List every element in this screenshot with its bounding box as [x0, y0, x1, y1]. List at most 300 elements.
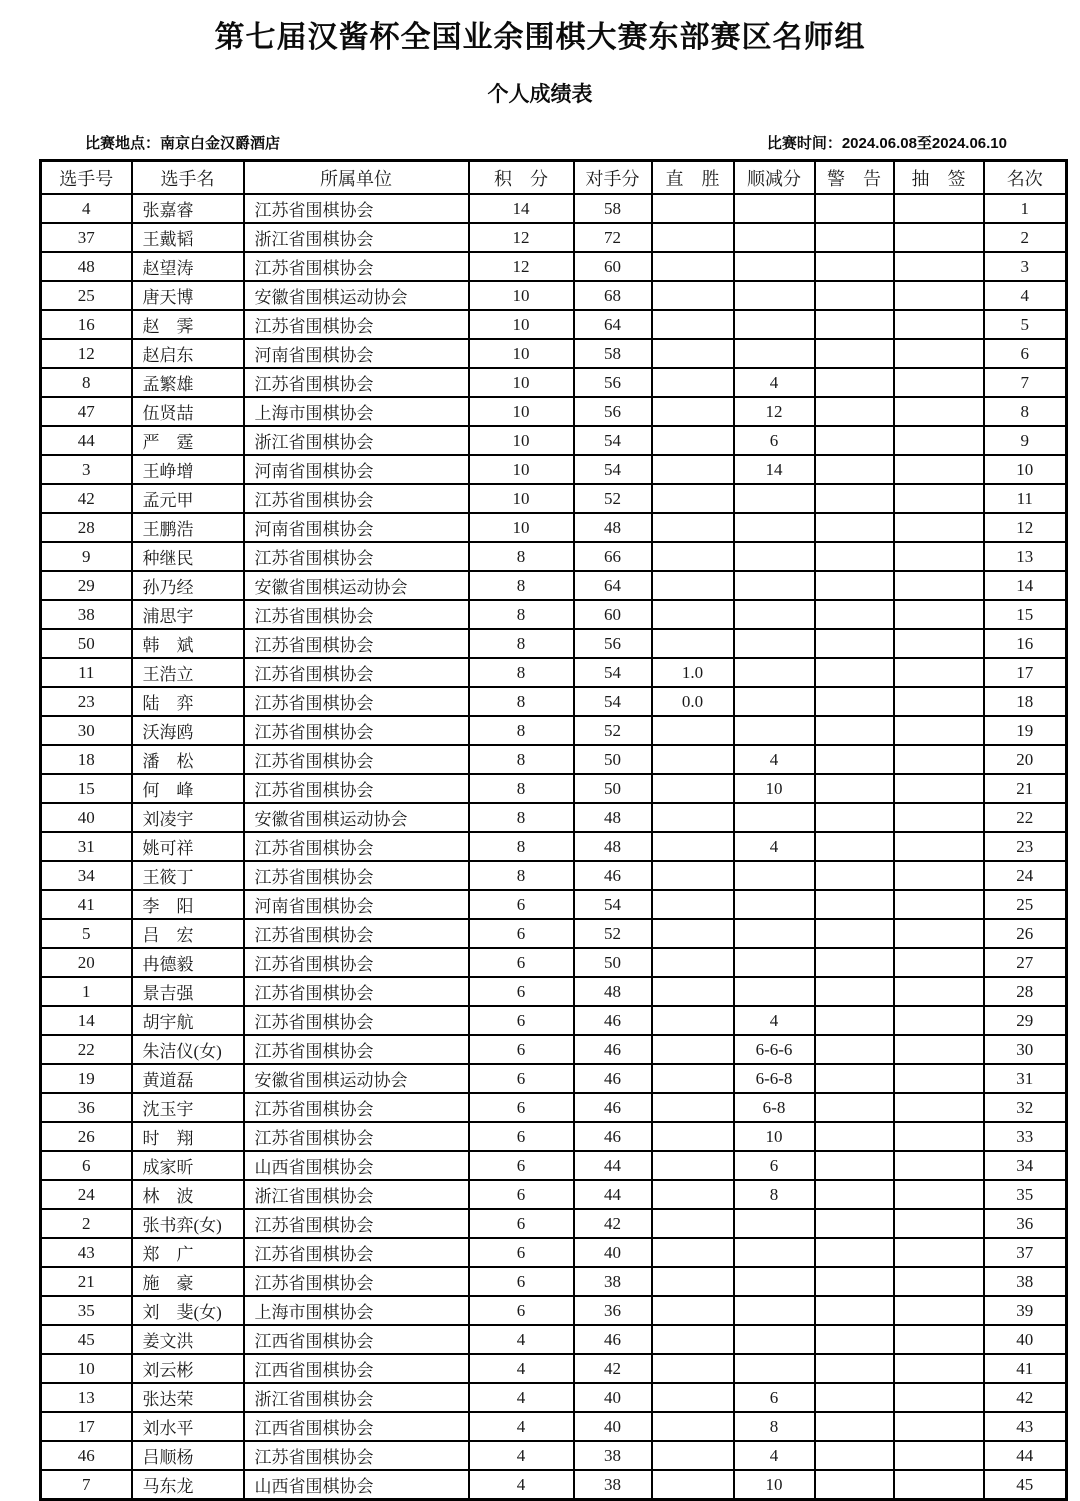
cell — [894, 1441, 984, 1470]
table-row — [41, 194, 1067, 223]
cell: 35 — [984, 1180, 1067, 1209]
cell: 56 — [574, 397, 652, 426]
cell: 赵 霁 — [132, 310, 244, 339]
cell — [815, 1296, 894, 1325]
page-title: 第七届汉酱杯全国业余围棋大赛东部赛区名师组 — [214, 21, 866, 54]
cell: 10 — [984, 455, 1067, 484]
cell — [734, 542, 815, 571]
cell — [815, 745, 894, 774]
cell: 31 — [984, 1064, 1067, 1093]
cell — [815, 426, 894, 455]
cell: 10 — [469, 310, 574, 339]
cell: 上海市围棋协会 — [244, 1296, 469, 1325]
cell: 姜文洪 — [132, 1325, 244, 1354]
cell — [894, 629, 984, 658]
cell — [734, 1267, 815, 1296]
cell — [652, 1267, 734, 1296]
table-row — [41, 484, 1067, 513]
cell — [652, 1151, 734, 1180]
cell: 38 — [574, 1441, 652, 1470]
cell: 种继民 — [132, 542, 244, 571]
table-header-row — [41, 161, 1067, 195]
cell: 28 — [984, 977, 1067, 1006]
cell — [894, 832, 984, 861]
cell — [894, 1470, 984, 1500]
cell — [734, 803, 815, 832]
table-row — [41, 1209, 1067, 1238]
table-row — [41, 571, 1067, 600]
page-subtitle: 个人成绩表 — [487, 83, 593, 106]
cell — [652, 1122, 734, 1151]
cell: 40 — [574, 1412, 652, 1441]
cell: 10 — [469, 339, 574, 368]
cell: 4 — [734, 1441, 815, 1470]
cell — [815, 339, 894, 368]
cell: 4 — [734, 1006, 815, 1035]
cell — [652, 397, 734, 426]
cell — [894, 542, 984, 571]
cell: 46 — [574, 1064, 652, 1093]
cell: 江西省围棋协会 — [244, 1412, 469, 1441]
cell: 江苏省围棋协会 — [244, 484, 469, 513]
cell: 46 — [574, 1122, 652, 1151]
cell — [894, 1383, 984, 1412]
cell: 12 — [984, 513, 1067, 542]
cell: 64 — [574, 571, 652, 600]
cell — [894, 455, 984, 484]
cell — [652, 1006, 734, 1035]
cell: 3 — [984, 252, 1067, 281]
cell: 31 — [41, 832, 132, 861]
cell — [734, 571, 815, 600]
cell: 河南省围棋协会 — [244, 455, 469, 484]
cell — [894, 1267, 984, 1296]
cell — [815, 1006, 894, 1035]
cell — [734, 1354, 815, 1383]
cell — [894, 1151, 984, 1180]
cell: 时 翔 — [132, 1122, 244, 1151]
cell: 21 — [984, 774, 1067, 803]
cell: 26 — [984, 919, 1067, 948]
cell: 34 — [984, 1151, 1067, 1180]
cell: 52 — [574, 716, 652, 745]
cell: 10 — [469, 368, 574, 397]
cell: 6 — [469, 1296, 574, 1325]
cell: 5 — [984, 310, 1067, 339]
cell: 胡宇航 — [132, 1006, 244, 1035]
cell: 刘凌宇 — [132, 803, 244, 832]
cell: 58 — [574, 194, 652, 223]
cell — [652, 948, 734, 977]
table-row — [41, 1006, 1067, 1035]
cell: 山西省围棋协会 — [244, 1470, 469, 1500]
cell: 赵望涛 — [132, 252, 244, 281]
cell: 42 — [574, 1354, 652, 1383]
cell — [652, 194, 734, 223]
cell — [815, 455, 894, 484]
cell — [894, 803, 984, 832]
cell — [652, 368, 734, 397]
cell: 黄道磊 — [132, 1064, 244, 1093]
cell — [652, 716, 734, 745]
cell — [734, 687, 815, 716]
cell: 浙江省围棋协会 — [244, 1180, 469, 1209]
cell — [894, 919, 984, 948]
cell — [894, 890, 984, 919]
cell: 施 豪 — [132, 1267, 244, 1296]
cell — [734, 919, 815, 948]
cell: 王筱丁 — [132, 861, 244, 890]
cell: 8 — [469, 716, 574, 745]
cell: 景吉强 — [132, 977, 244, 1006]
table-row — [41, 600, 1067, 629]
cell — [815, 310, 894, 339]
cell: 6 — [41, 1151, 132, 1180]
table-row — [41, 426, 1067, 455]
table-row — [41, 1238, 1067, 1267]
cell: 6 — [734, 1383, 815, 1412]
table-row — [41, 803, 1067, 832]
cell: 12 — [469, 223, 574, 252]
cell: 冉德毅 — [132, 948, 244, 977]
cell: 13 — [984, 542, 1067, 571]
table-row — [41, 252, 1067, 281]
cell: 11 — [984, 484, 1067, 513]
cell — [815, 1238, 894, 1267]
cell: 4 — [469, 1325, 574, 1354]
cell: 王戴韬 — [132, 223, 244, 252]
cell: 江苏省围棋协会 — [244, 1441, 469, 1470]
cell — [815, 658, 894, 687]
cell — [815, 1093, 894, 1122]
cell: 48 — [574, 832, 652, 861]
cell — [894, 716, 984, 745]
cell — [652, 1470, 734, 1500]
cell: 吕顺杨 — [132, 1441, 244, 1470]
cell: 6 — [469, 948, 574, 977]
cell — [815, 861, 894, 890]
table-row — [41, 861, 1067, 890]
cell: 40 — [574, 1383, 652, 1412]
cell — [815, 571, 894, 600]
table-row — [41, 774, 1067, 803]
header-cell: 直 胜 — [652, 161, 734, 195]
cell: 58 — [574, 339, 652, 368]
cell: 沈玉宇 — [132, 1093, 244, 1122]
cell: 张达荣 — [132, 1383, 244, 1412]
cell: 10 — [469, 281, 574, 310]
cell — [894, 397, 984, 426]
cell: 严 霆 — [132, 426, 244, 455]
cell: 38 — [984, 1267, 1067, 1296]
cell — [652, 1441, 734, 1470]
cell: 32 — [984, 1093, 1067, 1122]
cell: 20 — [984, 745, 1067, 774]
cell: 河南省围棋协会 — [244, 513, 469, 542]
cell: 54 — [574, 687, 652, 716]
cell: 4 — [469, 1383, 574, 1412]
cell: 56 — [574, 629, 652, 658]
cell: 6 — [469, 1238, 574, 1267]
cell — [734, 310, 815, 339]
cell: 4 — [984, 281, 1067, 310]
cell — [652, 1383, 734, 1412]
cell — [815, 1035, 894, 1064]
cell: 12 — [41, 339, 132, 368]
cell — [815, 368, 894, 397]
cell — [815, 513, 894, 542]
cell: 王鹏浩 — [132, 513, 244, 542]
cell: 23 — [984, 832, 1067, 861]
table-row — [41, 1122, 1067, 1151]
cell — [815, 252, 894, 281]
cell: 江苏省围棋协会 — [244, 774, 469, 803]
cell: 28 — [41, 513, 132, 542]
cell — [815, 977, 894, 1006]
cell: 36 — [574, 1296, 652, 1325]
cell: 6 — [469, 1209, 574, 1238]
cell: 江苏省围棋协会 — [244, 310, 469, 339]
table-row — [41, 1412, 1067, 1441]
cell: 孟繁雄 — [132, 368, 244, 397]
cell: 江苏省围棋协会 — [244, 1238, 469, 1267]
table-row — [41, 1151, 1067, 1180]
cell: 14 — [734, 455, 815, 484]
cell: 46 — [41, 1441, 132, 1470]
cell: 江苏省围棋协会 — [244, 977, 469, 1006]
cell — [734, 1296, 815, 1325]
cell: 8 — [469, 600, 574, 629]
cell — [894, 687, 984, 716]
cell: 韩 斌 — [132, 629, 244, 658]
cell: 8 — [984, 397, 1067, 426]
cell: 18 — [984, 687, 1067, 716]
cell — [734, 513, 815, 542]
cell — [815, 716, 894, 745]
cell: 7 — [41, 1470, 132, 1500]
cell: 江苏省围棋协会 — [244, 1006, 469, 1035]
cell: 4 — [734, 368, 815, 397]
cell: 56 — [574, 368, 652, 397]
cell — [815, 1383, 894, 1412]
cell: 浙江省围棋协会 — [244, 426, 469, 455]
cell — [894, 1006, 984, 1035]
cell: 68 — [574, 281, 652, 310]
cell — [894, 484, 984, 513]
cell: 10 — [469, 513, 574, 542]
cell: 王浩立 — [132, 658, 244, 687]
cell: 孟元甲 — [132, 484, 244, 513]
table-row — [41, 1383, 1067, 1412]
cell: 8 — [469, 687, 574, 716]
table-row — [41, 1064, 1067, 1093]
cell: 江西省围棋协会 — [244, 1325, 469, 1354]
cell: 40 — [984, 1325, 1067, 1354]
cell: 42 — [984, 1383, 1067, 1412]
cell: 10 — [469, 397, 574, 426]
cell — [894, 948, 984, 977]
cell: 6-6-6 — [734, 1035, 815, 1064]
cell: 17 — [984, 658, 1067, 687]
cell: 赵启东 — [132, 339, 244, 368]
cell: 23 — [41, 687, 132, 716]
cell: 17 — [41, 1412, 132, 1441]
cell: 6 — [734, 426, 815, 455]
cell — [894, 1325, 984, 1354]
cell: 18 — [41, 745, 132, 774]
table-row — [41, 1180, 1067, 1209]
cell: 24 — [41, 1180, 132, 1209]
cell: 27 — [984, 948, 1067, 977]
cell: 8 — [469, 745, 574, 774]
cell: 6 — [469, 1122, 574, 1151]
cell — [734, 600, 815, 629]
cell: 48 — [574, 803, 652, 832]
cell — [894, 745, 984, 774]
cell: 7 — [984, 368, 1067, 397]
cell — [894, 1180, 984, 1209]
header-cell: 顺减分 — [734, 161, 815, 195]
cell — [652, 310, 734, 339]
cell: 39 — [984, 1296, 1067, 1325]
table-row — [41, 919, 1067, 948]
results-table — [39, 159, 1068, 1501]
cell — [815, 1354, 894, 1383]
cell: 44 — [574, 1180, 652, 1209]
cell: 50 — [574, 774, 652, 803]
cell — [894, 861, 984, 890]
cell: 29 — [984, 1006, 1067, 1035]
table-row — [41, 223, 1067, 252]
table-row — [41, 1325, 1067, 1354]
cell: 安徽省围棋运动协会 — [244, 281, 469, 310]
cell: 54 — [574, 455, 652, 484]
cell — [815, 1209, 894, 1238]
table-row — [41, 977, 1067, 1006]
cell: 36 — [41, 1093, 132, 1122]
cell: 43 — [41, 1238, 132, 1267]
cell — [894, 774, 984, 803]
cell: 6 — [469, 1035, 574, 1064]
cell: 安徽省围棋运动协会 — [244, 803, 469, 832]
cell — [734, 484, 815, 513]
cell — [894, 658, 984, 687]
cell: 12 — [469, 252, 574, 281]
cell: 42 — [574, 1209, 652, 1238]
cell: 13 — [41, 1383, 132, 1412]
cell — [815, 1180, 894, 1209]
cell — [894, 194, 984, 223]
cell — [734, 223, 815, 252]
cell: 江苏省围棋协会 — [244, 1122, 469, 1151]
cell: 郑 广 — [132, 1238, 244, 1267]
cell: 江苏省围棋协会 — [244, 629, 469, 658]
cell: 20 — [41, 948, 132, 977]
cell: 10 — [734, 1122, 815, 1151]
cell: 江苏省围棋协会 — [244, 1267, 469, 1296]
cell: 10 — [469, 455, 574, 484]
cell — [652, 1209, 734, 1238]
cell: 江苏省围棋协会 — [244, 368, 469, 397]
cell — [815, 542, 894, 571]
cell — [894, 252, 984, 281]
cell: 10 — [469, 484, 574, 513]
cell — [652, 803, 734, 832]
cell: 江苏省围棋协会 — [244, 600, 469, 629]
cell — [815, 774, 894, 803]
cell — [815, 223, 894, 252]
cell: 江苏省围棋协会 — [244, 1035, 469, 1064]
cell — [652, 600, 734, 629]
cell: 江苏省围棋协会 — [244, 716, 469, 745]
cell — [652, 1064, 734, 1093]
table-row — [41, 832, 1067, 861]
cell — [734, 890, 815, 919]
cell — [652, 455, 734, 484]
cell — [815, 1441, 894, 1470]
cell — [815, 1325, 894, 1354]
cell: 江苏省围棋协会 — [244, 832, 469, 861]
meta-row — [39, 108, 1065, 159]
time-label: 比赛时间：2024.06.08至2024.06.10 — [766, 135, 1007, 152]
cell: 42 — [41, 484, 132, 513]
cell — [815, 832, 894, 861]
cell — [734, 281, 815, 310]
cell — [894, 310, 984, 339]
cell: 48 — [574, 513, 652, 542]
cell: 河南省围棋协会 — [244, 339, 469, 368]
cell — [652, 1238, 734, 1267]
cell — [894, 600, 984, 629]
cell: 14 — [984, 571, 1067, 600]
cell: 6 — [469, 1151, 574, 1180]
cell: 15 — [984, 600, 1067, 629]
cell: 浦思宇 — [132, 600, 244, 629]
cell: 8 — [469, 571, 574, 600]
cell: 刘水平 — [132, 1412, 244, 1441]
cell — [894, 426, 984, 455]
cell: 王峥增 — [132, 455, 244, 484]
cell: 26 — [41, 1122, 132, 1151]
cell: 8 — [469, 861, 574, 890]
cell: 36 — [984, 1209, 1067, 1238]
cell: 8 — [41, 368, 132, 397]
cell — [652, 513, 734, 542]
cell: 8 — [469, 658, 574, 687]
cell — [894, 571, 984, 600]
cell: 19 — [984, 716, 1067, 745]
cell: 伍贤喆 — [132, 397, 244, 426]
table-row — [41, 658, 1067, 687]
cell — [815, 194, 894, 223]
cell: 马东龙 — [132, 1470, 244, 1500]
cell — [894, 1412, 984, 1441]
cell — [815, 687, 894, 716]
cell: 21 — [41, 1267, 132, 1296]
cell — [815, 1064, 894, 1093]
cell: 40 — [41, 803, 132, 832]
cell: 9 — [41, 542, 132, 571]
table-row — [41, 281, 1067, 310]
cell: 成家昕 — [132, 1151, 244, 1180]
cell — [894, 513, 984, 542]
cell: 江西省围棋协会 — [244, 1354, 469, 1383]
cell — [652, 252, 734, 281]
cell: 38 — [574, 1470, 652, 1500]
cell: 山西省围棋协会 — [244, 1151, 469, 1180]
cell — [815, 1122, 894, 1151]
cell: 孙乃经 — [132, 571, 244, 600]
